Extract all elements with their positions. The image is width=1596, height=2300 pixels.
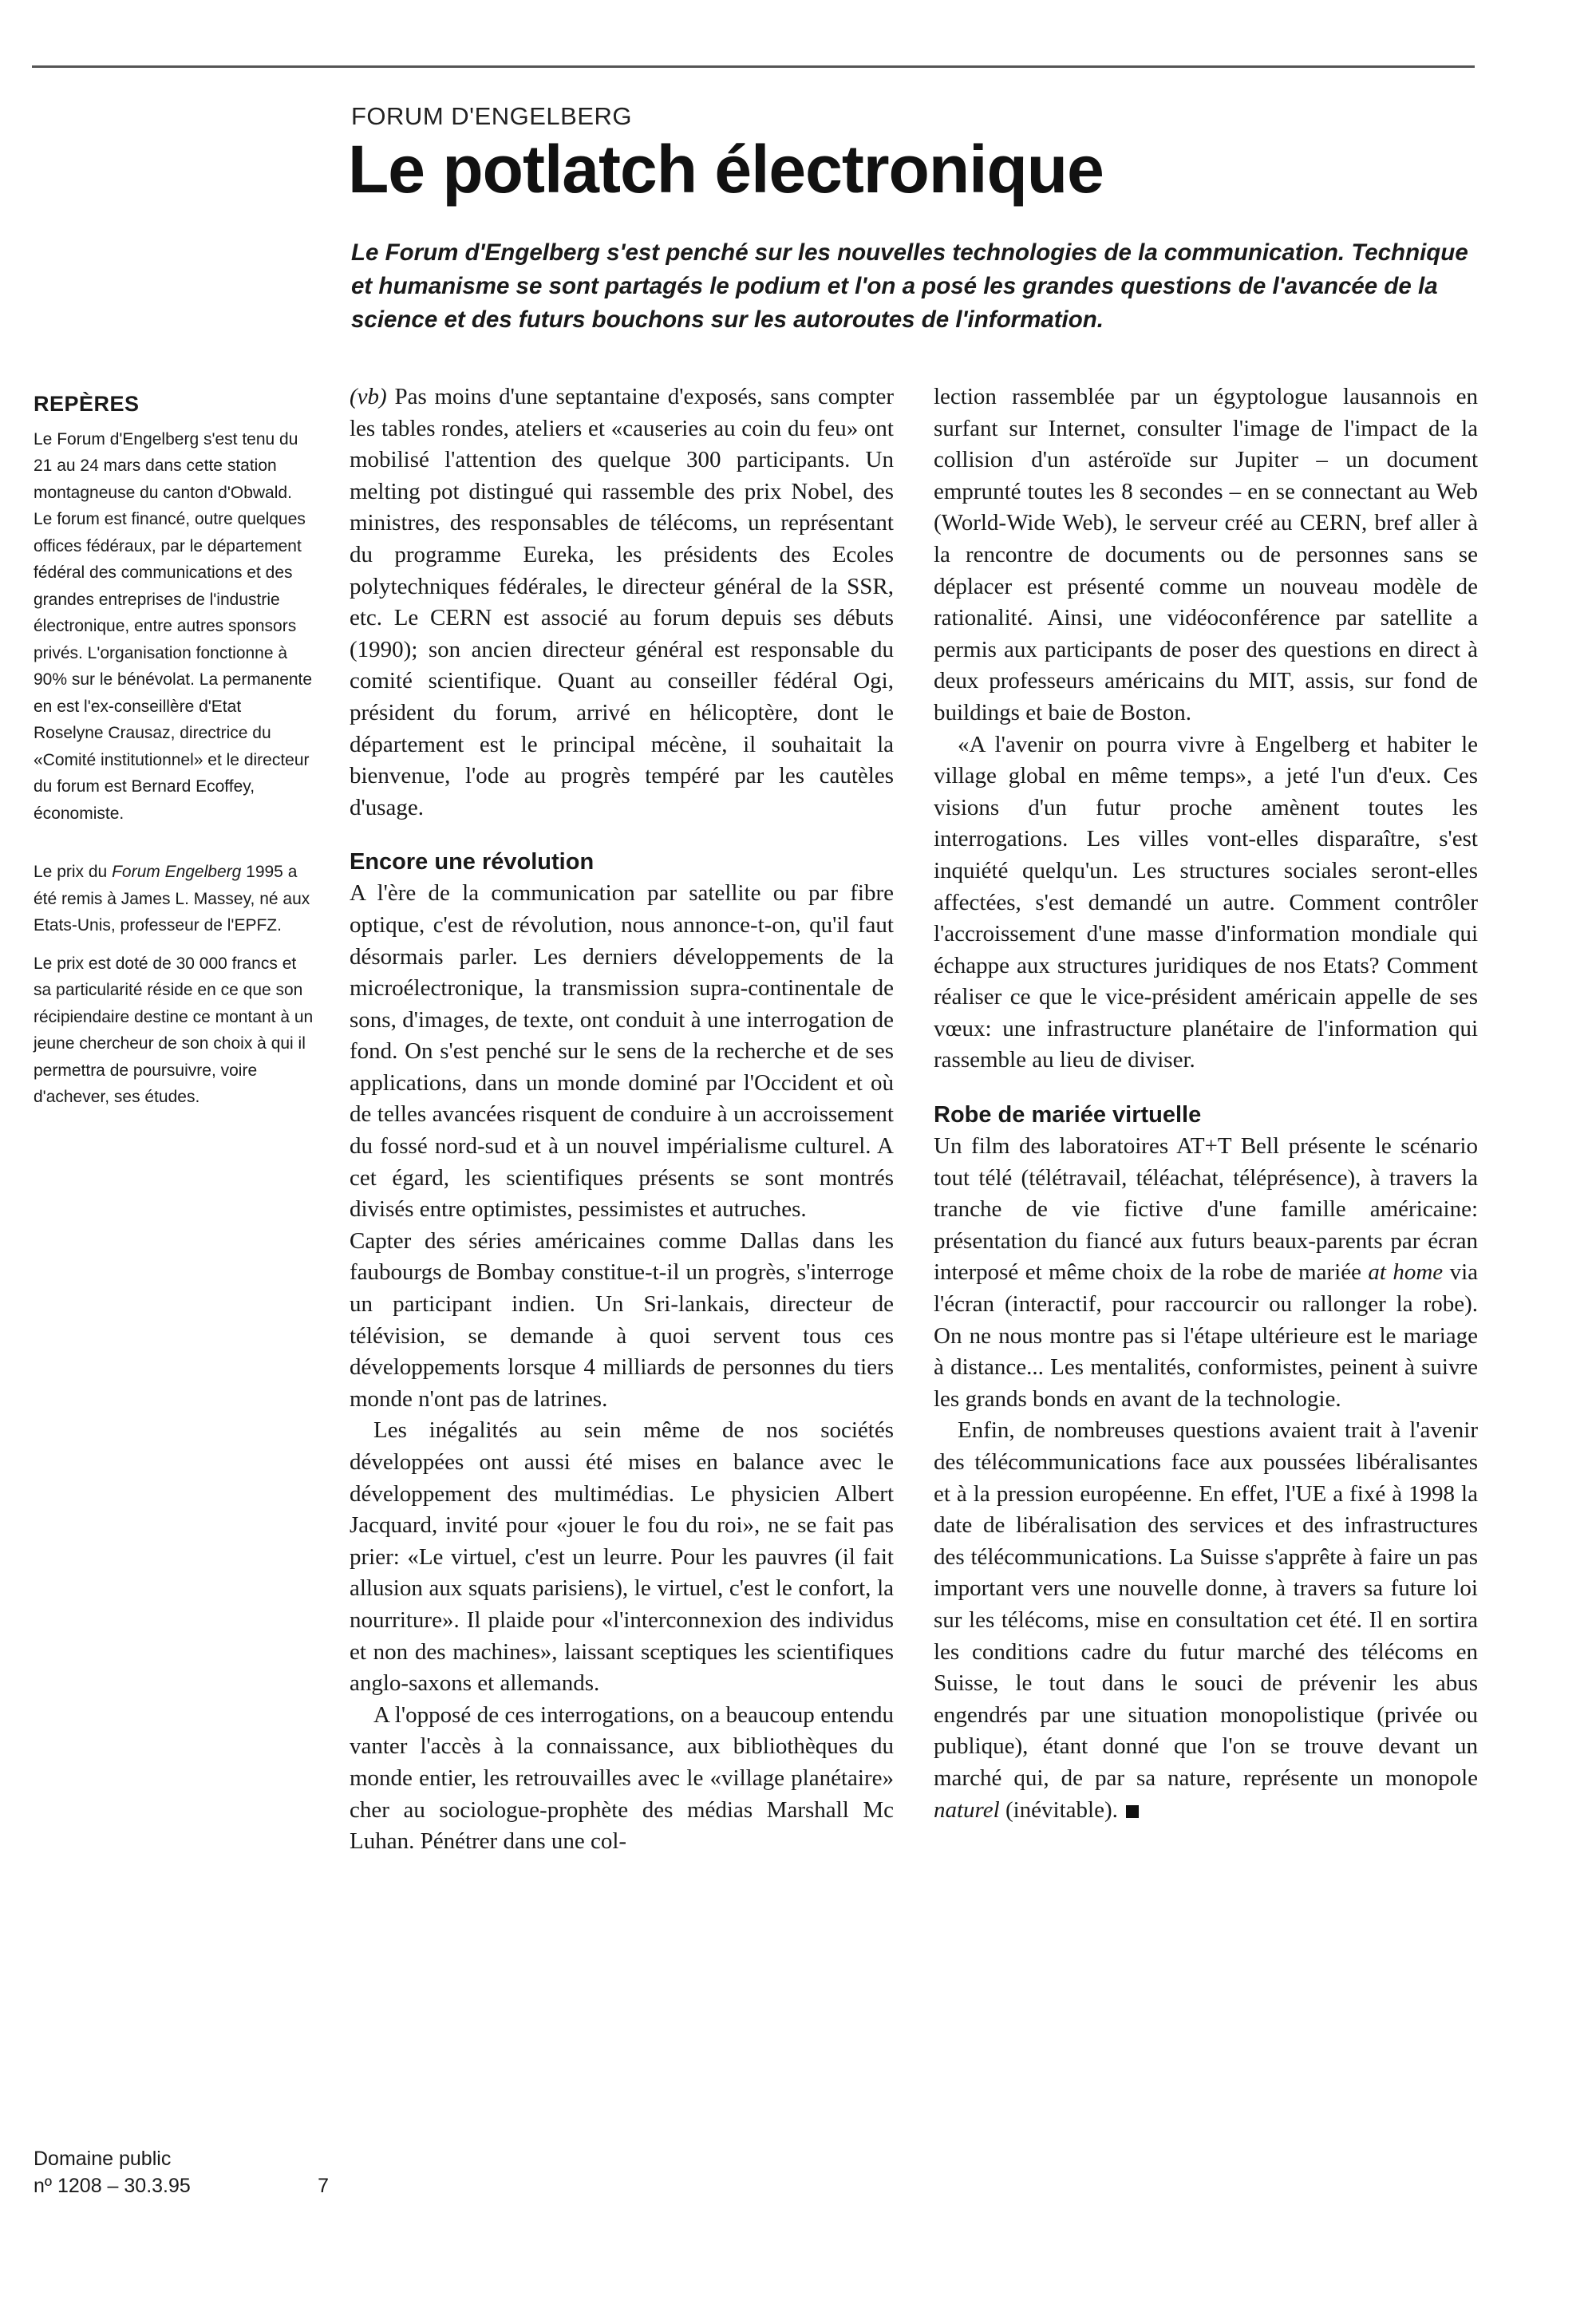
body-text: Pas moins d'une septantaine d'exposés, sans compter les tables rondes, ateliers et «causeries au coin du feu» ont mobilisé l'attention des quelque 300 participants. Un melting pot distingué qui rassemble des prix Nobel, des ministres, des responsables de télécoms, un représentant du programme Eureka, les présidents des Ecoles polytechniques fédérales, le directeur général de la SSR, etc. Le CERN est associé au forum depuis ses débuts (1990); son ancien directeur général est responsable du comité scientifique. Quant au conseiller fédéral Ogi, président du forum, arrivé en hélicoptère, dont le département est le principal mécène, il souhaitait la bienvenue, l'ode au progrès tempéré par les cautèles d'usage. [350,384,894,820]
body-paragraph: A l'ère de la communication par satellite ou par fibre optique, c'est de révolution, nous annonce-t-on, qu'il faut désormais parler. Les derniers développements de la microélectronique, la transmission supra-continentale de sons, d'images, de texte, ont conduit à une interrogation de fond. On s'est penché sur le sens de la recherche et de ses applications, dans un monde dominé par l'Occident et où de telles avancées risquent de conduire à un accroissement du fossé nord-sud et à un nouvel impérialisme culturel. A cet égard, les scientifiques présents se sont montrés divisés entre optimistes, pessimistes et autruches. [350,880,894,1223]
publication-footer [34,2145,329,2199]
top-rule [32,65,1475,68]
body-text: (inévitable). [999,1796,1118,1823]
section-heading: Encore une révolution [350,849,595,875]
body-paragraph: Capter des séries américaines comme Dallas dans les faubourgs de Bombay constitue-t-il un progrès, s'interroge un participant indien. Un Sri-lankais, directeur de télévision, se demande à quoi servent tous ces développements lorsque 4 milliards de personnes du tiers monde n'ont pas de latrines. [350,1227,894,1412]
issue-number: nº 1208 – 30.3.95 [34,2175,191,2197]
body-emphasis: at home [1368,1259,1444,1286]
sidebar-paragraph [34,859,314,939]
sidebar-paragraph: Le prix est doté de 30 000 francs et sa particularité réside en ce que son récipiendaire destine ce montant à un jeune chercheur de son choix à qui il permettra de poursuivre, voire d'achever, ses études. [34,954,314,1106]
section-heading: Robe de mariée virtuelle [934,1102,1202,1128]
sidebar-title: REPÈRES [34,392,140,416]
article-title: Le potlatch électronique [348,132,1104,207]
body-paragraph: Les inégalités au sein même de nos sociétés développées ont aussi été mises en balance avec le développement des multimédias. Le physicien Albert Jacquard, invité pour «jouer le fou du roi», ne se fait pas prier: «Le virtuel, c'est un leurre. Pour les pauvres (il fait allusion aux squats parisiens), le virtuel, c'est le confort, la nourriture». Il plaide pour «l'interconnexion des individus et non des machines», laissant sceptiques les scientifiques anglo-saxons et allemands. [350,1417,894,1697]
body-text: Un film des laboratoires AT+T Bell présente le scénario tout télé (télétravail, téléachat, téléprésence), à travers la tranche de vie fictive d'une famille américaine: présentation du fiancé aux futurs beaux-parents par écran interposé et même choix de la robe de mariée [934,1133,1478,1286]
body-paragraph [934,1131,1478,1415]
body-text: Enfin, de nombreuses questions avaient trait à l'avenir des télécommunications face aux poussées libéralisantes et à la pression européenne. En effet, l'UE a fixé à 1998 la date de libéralisation des services et des infrastructures des télécommunications. La Suisse s'apprête à faire un pas important vers une nouvelle donne, à travers sa future loi sur les télécoms, mise en consultation cet été. Il en sortira les conditions cadre du futur marché des télécoms en Suisse, le tout dans le souci de prévenir les abus engendrés par une situation monopolistique (privée ou publique), étant donné que l'on se trouve devant un marché qui, de par sa nature, représente un monopole [934,1417,1478,1791]
body-emphasis: naturel [934,1796,1000,1823]
body-paragraph: lection rassemblée par un égyptologue lausannois en surfant sur Internet, consulter l'image de l'impact de la collision d'un astéroïde sur Jupiter – un document emprunté toutes les 8 secondes – en se connectant au Web (World-Wide Web), le serveur créé au CERN, bref aller à la rencontre de documents ou de personnes sans se déplacer est présenté comme un nouveau modèle de rationalité. Ainsi, une vidéoconférence par satellite a permis aux participants de poser des questions en direct à deux professeurs américains du MIT, assis, sur fond de buildings et baie de Boston. [934,384,1478,725]
author-initials: (vb) [350,384,387,409]
end-of-article-mark [1126,1805,1139,1818]
sidebar-text: 1995 a été remis à James L. Massey, né aux Etats-Unis, professeur de l'EPFZ. [34,863,310,935]
sidebar-paragraph: Le Forum d'Engelberg s'est tenu du 21 au 24 mars dans cette station montagneuse du canton d'Obwald. Le forum est financé, outre quelques offices fédéraux, par le département fédéral des communications et des grandes entreprises de l'industrie électronique, entre autres sponsors privés. L'organisation fonctionne à 90% sur le bénévolat. La permanente en est l'ex-conseillère d'Etat Roselyne Crausaz, directrice du «Comité institutionnel» et le directeur du forum est Bernard Ecoffey, économiste. [34,429,313,823]
body-paragraph: A l'opposé de ces interrogations, on a beaucoup entendu vanter l'accès à la connaissance, aux bibliothèques du monde entier, les retrouvailles avec le «village planétaire» cher au sociologue-prophète des médias Marshall Mc Luhan. Pénétrer dans une col- [350,1701,894,1855]
article-lede: Le Forum d'Engelberg s'est penché sur les nouvelles technologies de la communication. Technique et humanisme se sont partagés le podium et l'on a posé les grandes questions de l'avancée de la science et des futurs bouchons sur les autoroutes de l'information. [351,239,1468,333]
page-number: 7 [318,2175,329,2197]
body-paragraph [934,1415,1478,1826]
sidebar-text: Le prix du [34,863,113,881]
reperes-sidebar [34,391,314,1122]
section-kicker: FORUM D'ENGELBERG [351,102,633,130]
body-text: via l'écran (interactif, pour raccourcir ou rallonger la robe). On ne nous montre pas si l'étape ultérieure est le mariage à distance... Les mentalités, conformistes, peinent à suivre les grands bonds en avant de la technologie. [934,1259,1479,1412]
publication-name: Domaine public [34,2148,172,2170]
body-paragraph [350,381,894,824]
article-column-2 [934,381,1478,1826]
body-paragraph: «A l'avenir on pourra vivre à Engelberg et habiter le village global en même temps», a jeté l'un d'eux. Ces visions d'un futur proche amènent toutes les interrogations. Les villes vont-elles disparaître, s'est inquiété quelqu'un. Les structures sociales seront-elles affectées, s'est demandé un autre. Comment contrôler l'accroissement d'une masse d'information mondiale qui échappe aux structures juridiques de nos Etats? Comment réaliser ce que le vice-président américain appelle de ses vœux: une infrastructure planétaire de l'information qui rassemble au lieu de diviser. [934,731,1478,1073]
sidebar-emphasis: Forum Engelberg [112,863,242,881]
article-column-1 [350,381,894,1858]
